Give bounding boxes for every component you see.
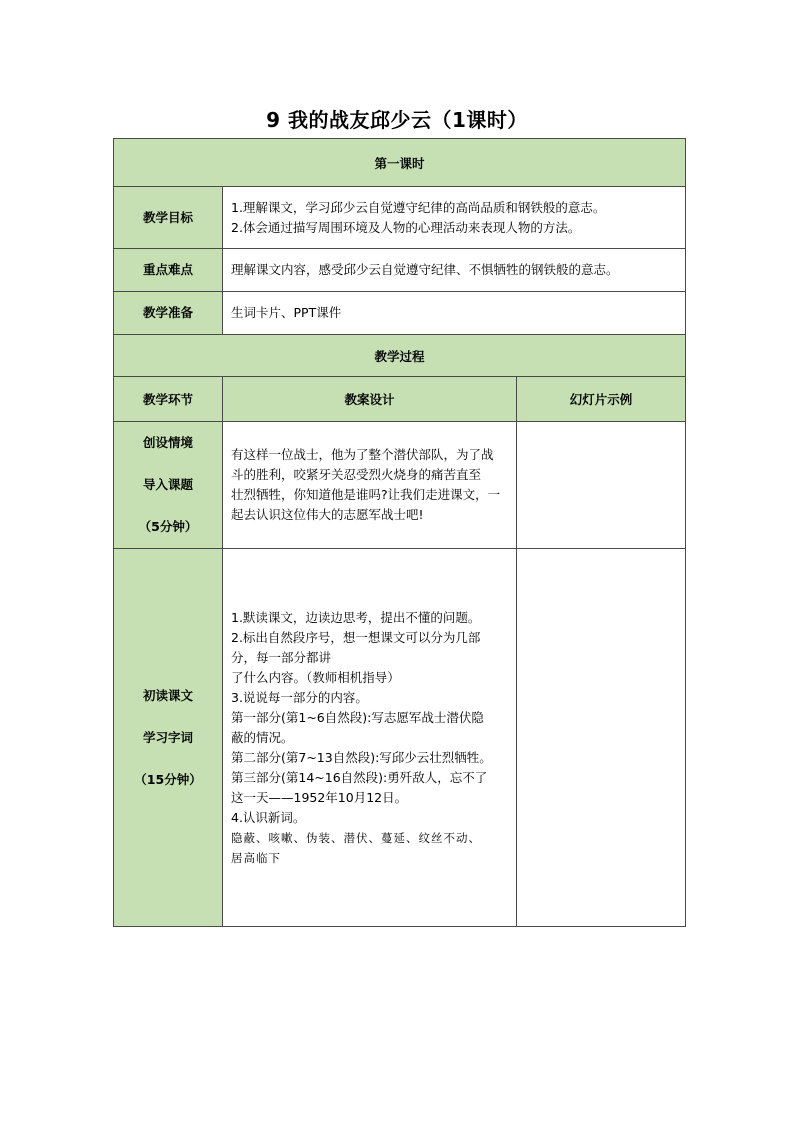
goals-row — [114, 187, 686, 249]
stage-slide — [517, 549, 686, 927]
design-line: 4.认识新词。 — [231, 809, 306, 825]
design-line: 1.默读课文，边读边思考，提出不懂的问题。 — [231, 609, 481, 625]
stage-label-line: 学习字词 — [142, 729, 193, 745]
process-heading: 教学过程 — [114, 335, 686, 377]
stage-label-line: 导入课题 — [142, 477, 193, 492]
stage-label — [114, 549, 223, 927]
stage-label-line: （15分钟） — [134, 771, 202, 787]
goal-line: 2.体会通过描写周围环境及人物的心理活动来表现人物的方法。 — [231, 219, 581, 235]
column-header-slides: 幻灯片示例 — [517, 377, 686, 422]
design-line: 3.说说每一部分的内容。 — [231, 689, 368, 705]
design-line: 斗的胜利，咬紧牙关忍受烈火烧身的痛苦直至 — [231, 467, 482, 482]
stage-design — [223, 422, 517, 549]
design-line: 分，每一部分都讲 — [231, 649, 332, 665]
design-line: 2.标出自然段序号，想一想课文可以分为几部 — [231, 629, 481, 645]
design-line: 壮烈牺牲，你知道他是谁吗?让我们走进课文，一 — [231, 487, 501, 502]
stage-row-intro — [114, 422, 686, 549]
key-points-content: 理解课文内容，感受邱少云自觉遵守纪律、不惧牺牲的钢铁般的意志。 — [223, 249, 686, 292]
prep-row — [114, 292, 686, 335]
goal-line: 1.理解课文，学习邱少云自觉遵守纪律的高尚品质和钢铁般的意志。 — [231, 199, 606, 215]
goals-content — [223, 187, 686, 249]
design-line: 隐蔽、咳嗽、伪装、潜伏、蔓延、纹丝不动、 — [231, 830, 481, 845]
prep-label: 教学准备 — [114, 292, 223, 335]
design-line: 第三部分(第14~16自然段):勇歼敌人，忘不了 — [231, 769, 488, 785]
process-header-row — [114, 335, 686, 377]
design-line: 了什么内容。（教师相机指导） — [231, 669, 400, 685]
stage-label-line: 创设情境 — [142, 435, 193, 450]
stage-label — [114, 422, 223, 549]
stage-row-reading — [114, 549, 686, 927]
design-line: 第一部分(第1~6自然段):写志愿军战士潜伏隐 — [231, 709, 484, 725]
session-header: 第一课时 — [114, 139, 686, 187]
stage-design — [223, 549, 517, 927]
column-header-stage: 教学环节 — [114, 377, 223, 422]
goals-label: 教学目标 — [114, 187, 223, 249]
design-line: 这一天——1952年10月12日。 — [231, 789, 408, 805]
design-line: 有这样一位战士，他为了整个潜伏部队，为了战 — [231, 447, 494, 462]
key-points-row — [114, 249, 686, 292]
stage-label-line: （5分钟） — [138, 519, 198, 534]
key-points-label: 重点难点 — [114, 249, 223, 292]
design-line: 蔽的情况。 — [231, 729, 294, 745]
page-title: 9 我的战友邱少云（1课时） — [266, 108, 528, 132]
prep-content: 生词卡片、PPT课件 — [223, 292, 686, 335]
column-header-design: 教案设计 — [223, 377, 517, 422]
lesson-plan-table — [113, 138, 686, 927]
session-header-row — [114, 139, 686, 187]
columns-header-row — [114, 377, 686, 422]
design-line: 第二部分(第7~13自然段):写邱少云壮烈牺牲。 — [231, 749, 492, 765]
stage-slide — [517, 422, 686, 549]
stage-label-line: 初读课文 — [142, 687, 193, 703]
design-line: 居高临下 — [231, 850, 281, 865]
design-line: 起去认识这位伟大的志愿军战士吧! — [231, 507, 424, 522]
